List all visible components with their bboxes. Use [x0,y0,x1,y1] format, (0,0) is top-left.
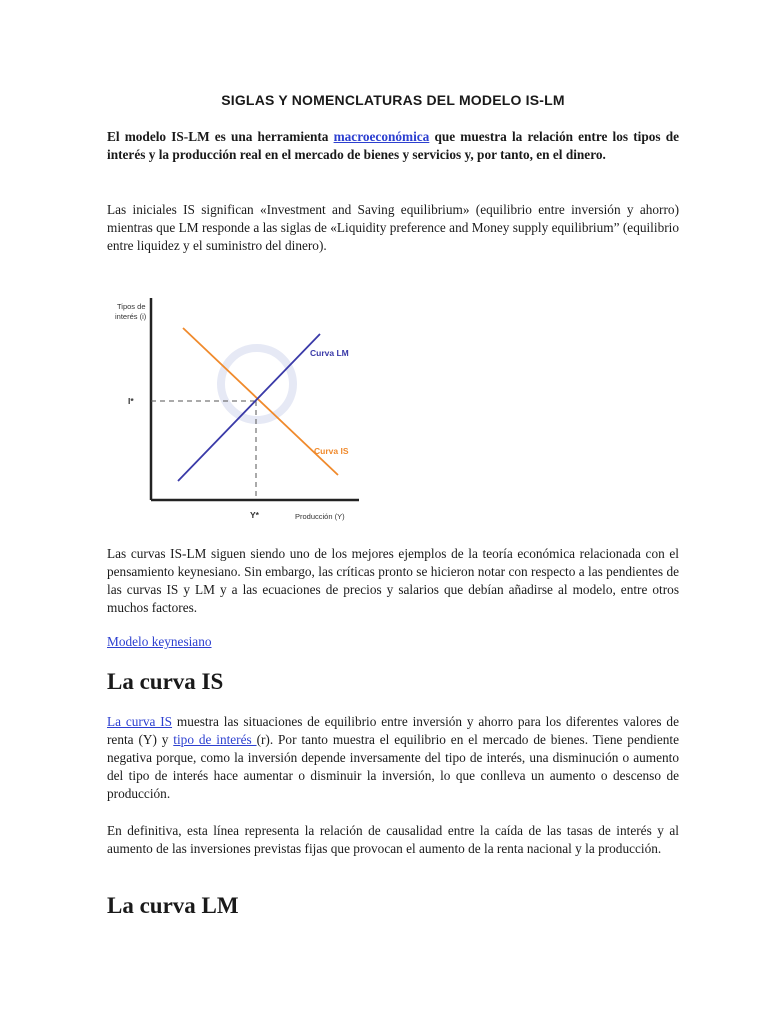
tipo-de-interes-link[interactable]: tipo de interés [173,732,257,747]
equilibrium-i-label: I* [128,396,134,406]
heading-curva-is: La curva IS [107,669,224,694]
intro-paragraph [107,128,679,164]
lm-curve [178,334,320,481]
curva-is-text-1: muestra las situaciones de equilibrio entre inversión y ahorro para los diferentes valores de renta (Y) y [107,714,679,747]
equilibrium-y-label: Y* [250,510,259,520]
paragraph-initials: Las iniciales IS significan «Investment and Saving equilibrium» (equilibrio entre inversión y ahorro) mientras que LM responde a las siglas de «Liquidity preference and Money supply equilibrium” (equilibrio entre liquidez y el suministro del dinero). [107,202,679,253]
intro-text-start: El modelo IS-LM es una herramienta [107,129,334,144]
curva-is-text-2: (r). Por tanto muestra el equilibrio en el mercado de bienes. Tiene pendiente negativa porque, como la inversión depende inversamente del tipo de interés, una disminución o aumento del tipo de interés hace aumentar o disminuir la inversión, lo que conlleva un aumento o descenso de producción. [107,732,679,801]
keynesian-link-line [107,633,679,651]
document-title: SIGLAS Y NOMENCLATURAS DEL MODELO IS-LM [221,92,565,108]
is-lm-diagram [107,272,379,530]
is-curve-label: Curva IS [314,446,349,456]
modelo-keynesiano-link[interactable]: Modelo keynesiano [107,634,212,649]
x-axis-label: Producción (Y) [295,512,345,521]
y-axis-label-line1: Tipos de [117,302,146,311]
intro-text-end: que muestra la relación entre los tipos de interés y la producción real en el mercado de bienes y servicios y, por tanto, en el dinero. [107,129,679,162]
y-axis-label-line2: interés (i) [115,312,147,321]
heading-curva-lm: La curva LM [107,893,239,918]
lm-curve-label: Curva LM [310,348,349,358]
paragraph-criticism: Las curvas IS-LM siguen siendo uno de los mejores ejemplos de la teoría económica relacionada con el pensamiento keynesiano. Sin embargo, las críticas pronto se hicieron notar con respecto a las pendientes de las curvas IS y LM y a las ecuaciones de precios y salarios que debían añadirse al modelo, entre otros muchos factores. [107,546,679,615]
macroeconomica-link[interactable]: macroeconómica [333,129,430,144]
watermark-logo [221,348,293,420]
curva-is-link[interactable]: La curva IS [107,714,173,729]
paragraph-curva-is [107,713,679,803]
paragraph-conclusion: En definitiva, esta línea representa la relación de causalidad entre la caída de las tasas de interés y al aumento de las inversiones previstas fijas que provocan el aumento de la renta nacional y la producción. [107,823,679,856]
